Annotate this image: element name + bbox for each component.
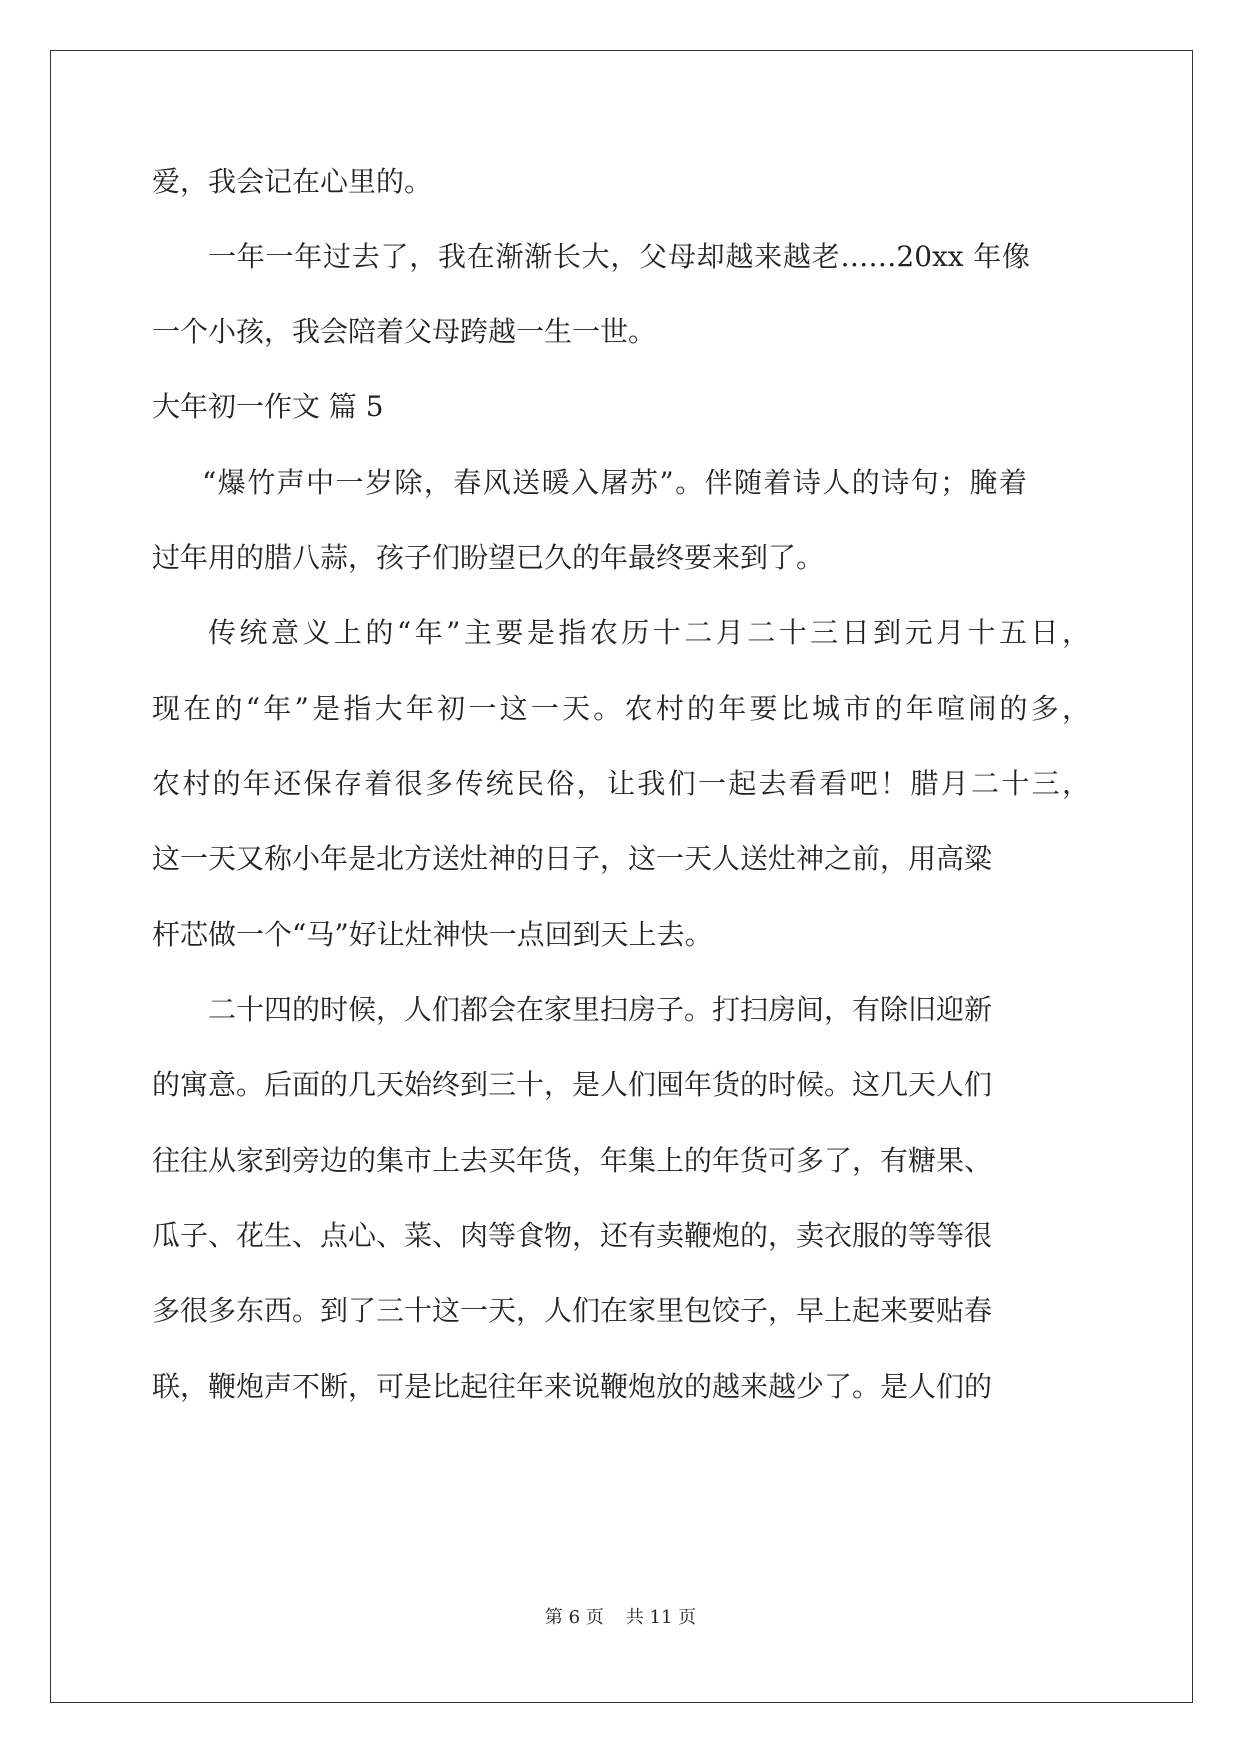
current-page-number: 第 6 页: [544, 1607, 604, 1628]
text-line: 过年用的腊八蒜，孩子们盼望已久的年最终要来到了。: [152, 541, 825, 574]
text-line: 杆芯做一个“马”好让灶神快一点回到天上去。: [152, 918, 713, 951]
text-line: 爱，我会记在心里的。: [152, 165, 433, 198]
text-line: 瓜子、花生、点心、菜、肉等食物，还有卖鞭炮的，卖衣服的等等很: [152, 1219, 993, 1252]
text-line: 往往从家到旁边的集市上去买年货，年集上的年货可多了，有糖果、: [152, 1144, 993, 1177]
text-line: 多很多东西。到了三十这一天，人们在家里包饺子，早上起来要贴春: [152, 1294, 993, 1327]
text-line: 的寓意。后面的几天始终到三十，是人们囤年货的时候。这几天人们: [152, 1068, 993, 1101]
paragraph-first-line: 传统意义上的“年”主要是指农历十二月二十三日到元月十五日，: [208, 616, 1090, 649]
paragraph-first-line: 二十四的时候，人们都会在家里扫房子。打扫房间，有除旧迎新: [208, 993, 993, 1026]
text-line: 农村的年还保存着很多传统民俗，让我们一起去看看吧！腊月二十三，: [152, 767, 1090, 800]
text-line: 联，鞭炮声不断，可是比起往年来说鞭炮放的越来越少了。是人们的: [152, 1370, 993, 1403]
total-page-count: 共 11 页: [625, 1607, 697, 1628]
text-line: 这一天又称小年是北方送灶神的日子，这一天人送灶神之前，用高粱: [152, 842, 993, 875]
paragraph-first-line: “爆竹声中一岁除，春风送暖入屠苏”。伴随着诗人的诗句；腌着: [202, 466, 1027, 499]
text-line: 一个小孩，我会陪着父母跨越一生一世。: [152, 315, 657, 348]
text-line: 现在的“年”是指大年初一这一天。农村的年要比城市的年喧闹的多，: [152, 692, 1090, 725]
section-heading: 大年初一作文 篇 5: [152, 390, 384, 423]
paragraph-first-line: 一年一年过去了，我在渐渐长大，父母却越来越老……20xx 年像: [208, 240, 1030, 273]
page-footer: [0, 1606, 1241, 1630]
